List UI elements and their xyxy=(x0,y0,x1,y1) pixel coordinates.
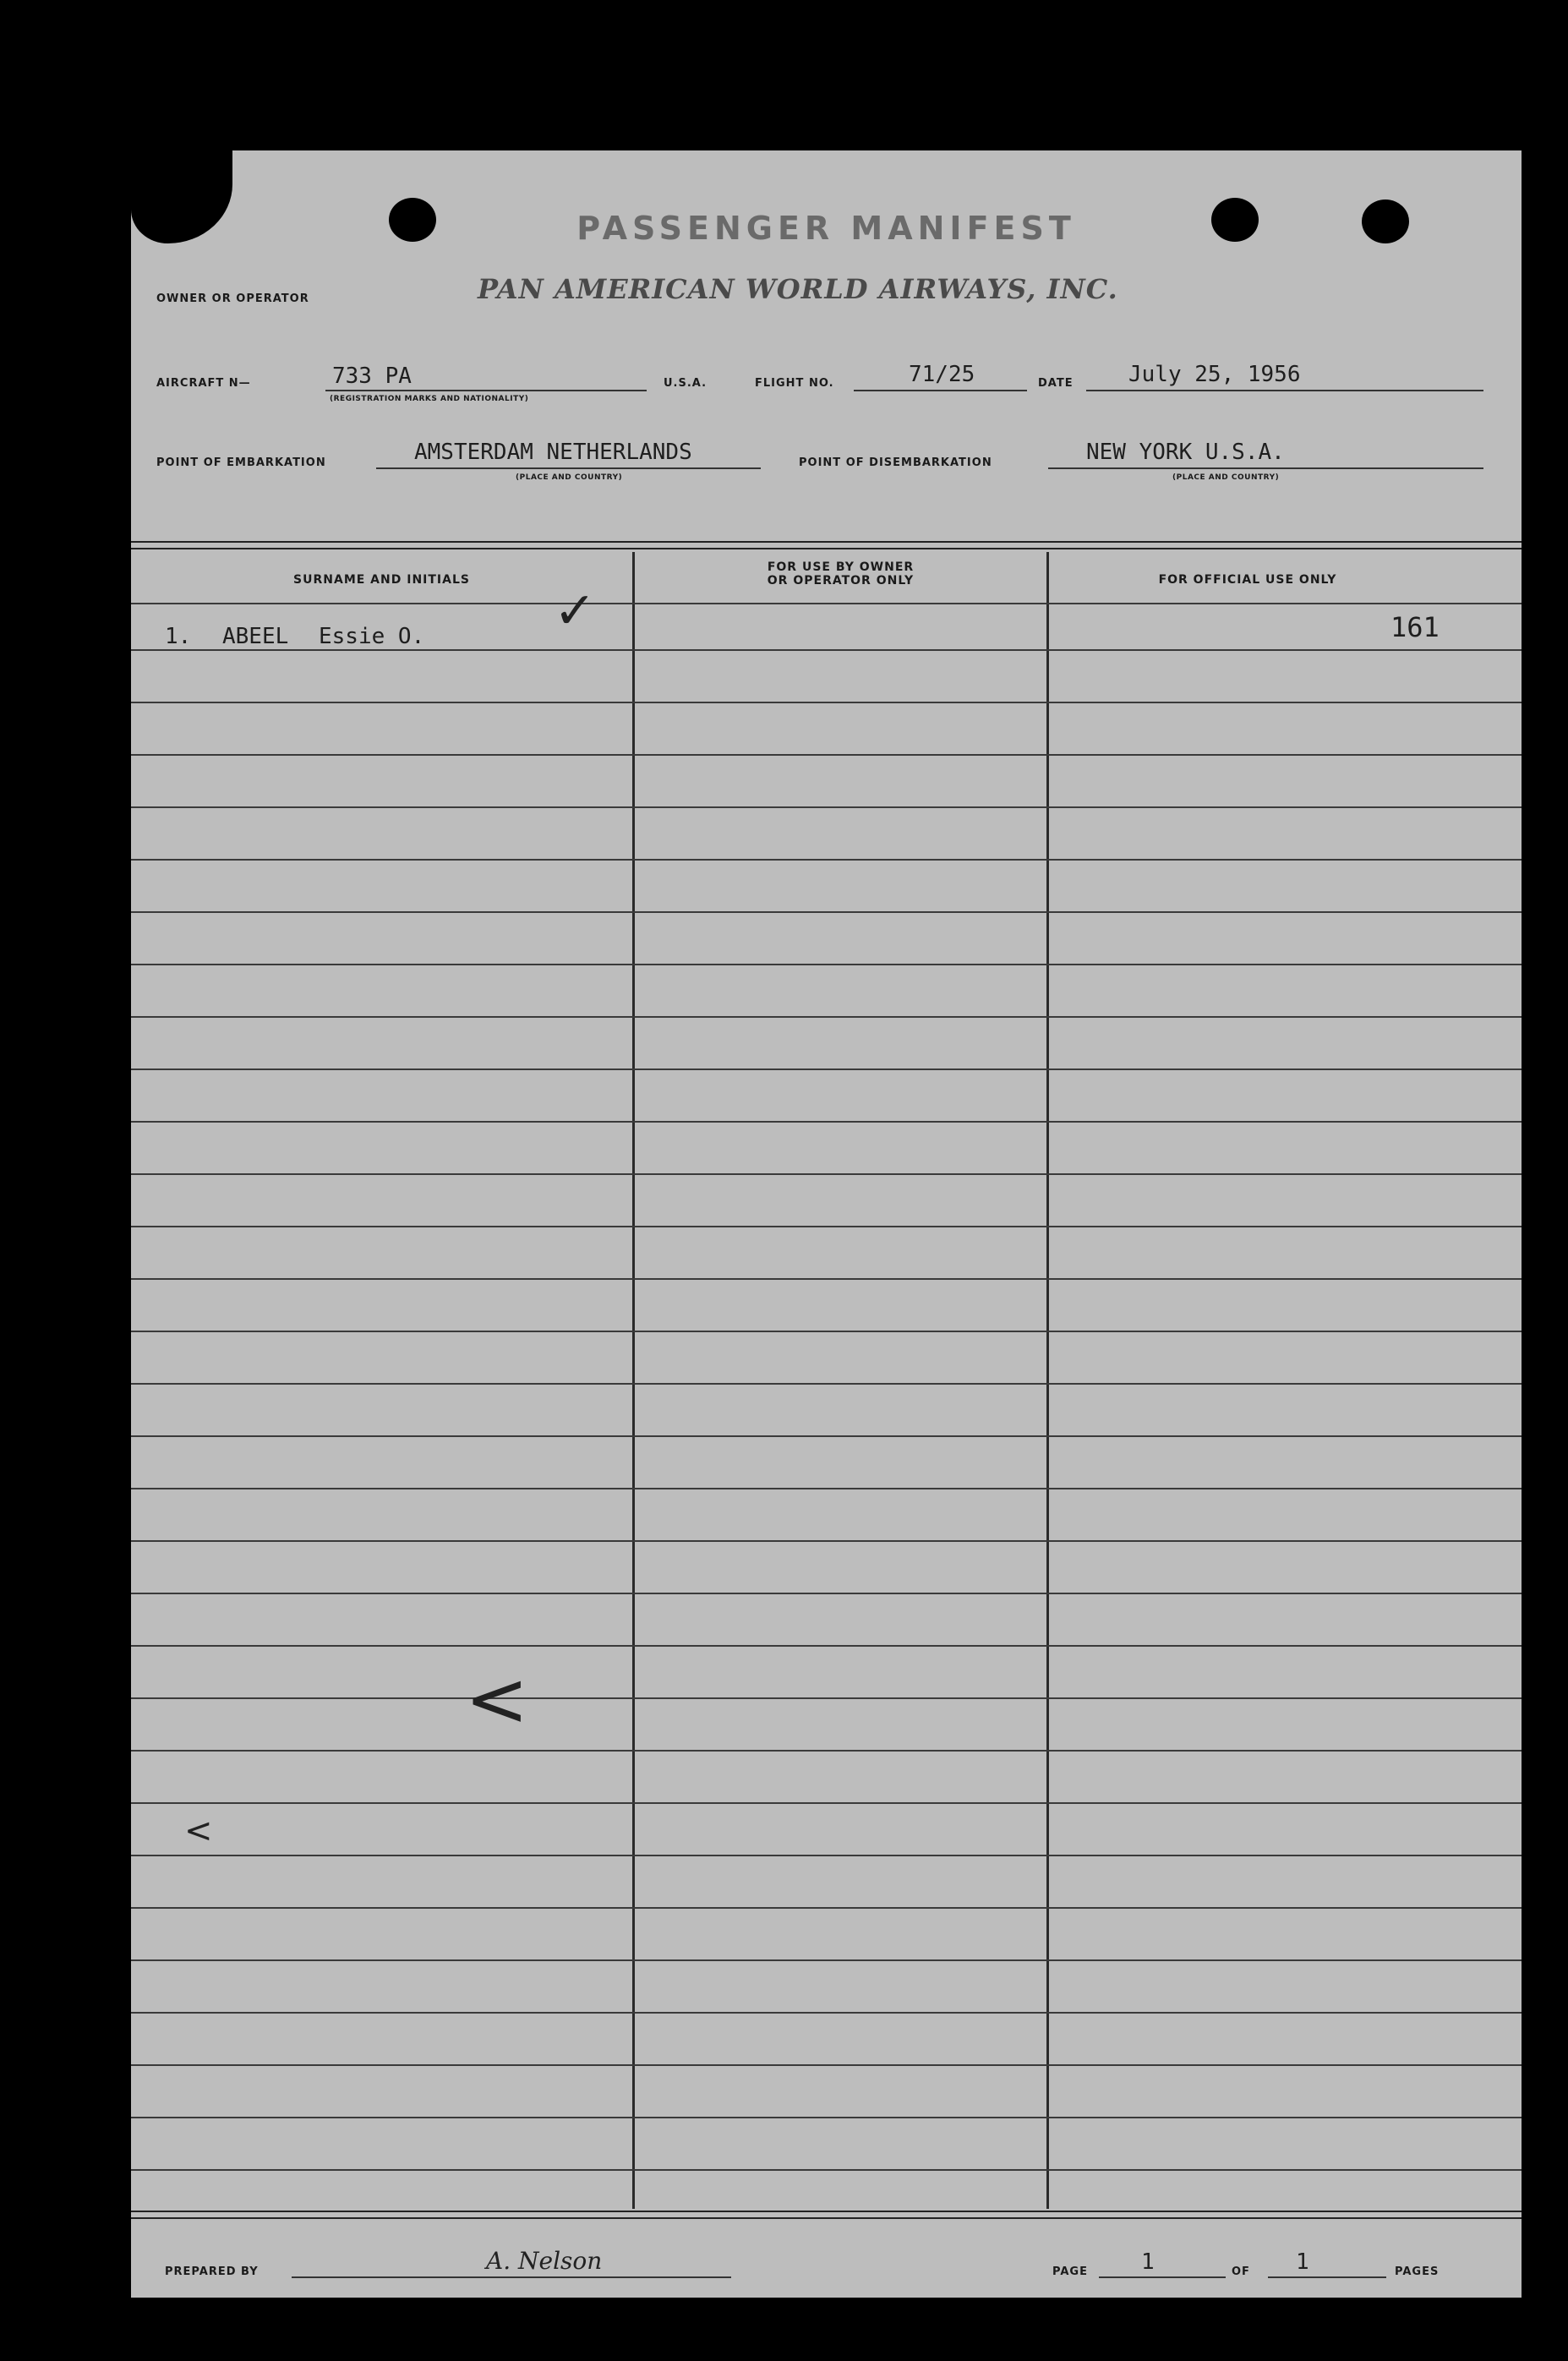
col-surname-header: SURNAME AND INITIALS xyxy=(293,573,470,587)
prepared-signature: A. Nelson xyxy=(486,2247,603,2275)
ruled-line xyxy=(131,1435,1522,1437)
table-top-rule xyxy=(131,541,1522,543)
prepared-label: PREPARED BY xyxy=(165,2265,259,2278)
of-value: 1 xyxy=(1296,2249,1309,2275)
ruled-line xyxy=(131,1226,1522,1227)
disembark-value: NEW YORK U.S.A. xyxy=(1086,440,1285,465)
page-value: 1 xyxy=(1141,2249,1155,2275)
ruled-line xyxy=(131,964,1522,965)
table-top-rule-2 xyxy=(131,548,1522,549)
ruled-line xyxy=(131,2012,1522,2014)
ruled-line xyxy=(131,1540,1522,1542)
usa-label: U.S.A. xyxy=(664,377,708,390)
ruled-line xyxy=(131,2169,1522,2171)
ruled-line xyxy=(131,1016,1522,1018)
owner-label: OWNER OR OPERATOR xyxy=(156,292,309,305)
ruled-line xyxy=(131,1959,1522,1961)
ruled-line xyxy=(131,1802,1522,1804)
ruled-line xyxy=(131,1331,1522,1332)
date-label: DATE xyxy=(1038,377,1074,390)
page-label: PAGE xyxy=(1052,2265,1088,2278)
prepared-underline xyxy=(292,2276,731,2278)
entry-official-number: 161 xyxy=(1390,611,1440,643)
ruled-line xyxy=(131,806,1522,808)
ruled-line xyxy=(131,1121,1522,1123)
of-label: OF xyxy=(1232,2265,1250,2278)
embark-value: AMSTERDAM NETHERLANDS xyxy=(414,440,692,465)
company-name: PAN AMERICAN WORLD AIRWAYS, INC. xyxy=(478,273,1118,305)
check-mark: ✓ xyxy=(554,582,597,641)
col-owner-header-line2: OR OPERATOR ONLY xyxy=(767,574,915,588)
ruled-line xyxy=(131,1173,1522,1175)
ruled-line xyxy=(131,1068,1522,1070)
ruled-line xyxy=(131,702,1522,703)
manifest-sheet xyxy=(131,150,1522,2298)
aircraft-label: AIRCRAFT N— xyxy=(156,377,251,390)
disembark-sub: (PLACE AND COUNTRY) xyxy=(1172,473,1280,482)
ruled-line xyxy=(131,1855,1522,1856)
col-owner-header xyxy=(635,560,1046,588)
pencil-mark-bracket: < xyxy=(465,1655,529,1744)
embark-label: POINT OF EMBARKATION xyxy=(156,456,326,469)
flight-label: FLIGHT NO. xyxy=(755,377,834,390)
date-value: July 25, 1956 xyxy=(1128,362,1301,387)
ruled-line xyxy=(131,2064,1522,2066)
col-official-header: FOR OFFICIAL USE ONLY xyxy=(1158,573,1337,587)
ruled-line xyxy=(131,1278,1522,1280)
flight-underline xyxy=(854,390,1027,391)
ruled-line xyxy=(131,1697,1522,1699)
ruled-line xyxy=(131,754,1522,756)
ruled-line xyxy=(131,1907,1522,1909)
aircraft-underline xyxy=(325,390,647,391)
ruled-line xyxy=(131,649,1522,651)
entry-surname: ABEEL xyxy=(222,624,289,649)
embark-underline xyxy=(376,467,761,469)
aircraft-sub: (REGISTRATION MARKS AND NATIONALITY) xyxy=(330,395,529,403)
aircraft-value: 733 PA xyxy=(332,363,412,389)
ruled-line xyxy=(131,2117,1522,2118)
ruled-line xyxy=(131,1645,1522,1647)
ruled-line xyxy=(131,1593,1522,1594)
page-underline xyxy=(1099,2276,1226,2278)
ruled-line xyxy=(131,1383,1522,1385)
of-underline xyxy=(1268,2276,1386,2278)
pencil-mark-small: < xyxy=(184,1812,213,1850)
table-bottom-rule xyxy=(131,2211,1522,2212)
date-underline xyxy=(1086,390,1483,391)
ruled-line xyxy=(131,1750,1522,1752)
embark-sub: (PLACE AND COUNTRY) xyxy=(516,473,623,482)
pages-label: PAGES xyxy=(1395,2265,1440,2278)
header-rule xyxy=(131,603,1522,604)
entry-initials: Essie O. xyxy=(319,624,425,649)
ruled-line xyxy=(131,911,1522,913)
col-owner-header-line1: FOR USE BY OWNER xyxy=(767,560,915,574)
ruled-line xyxy=(131,859,1522,861)
table-bottom-rule-2 xyxy=(131,2217,1522,2219)
disembark-underline xyxy=(1048,467,1483,469)
disembark-label: POINT OF DISEMBARKATION xyxy=(799,456,992,469)
flight-value: 71/25 xyxy=(909,362,975,387)
entry-number: 1. xyxy=(165,624,192,649)
ruled-line xyxy=(131,1488,1522,1489)
document-title: PASSENGER MANIFEST xyxy=(576,210,1076,247)
